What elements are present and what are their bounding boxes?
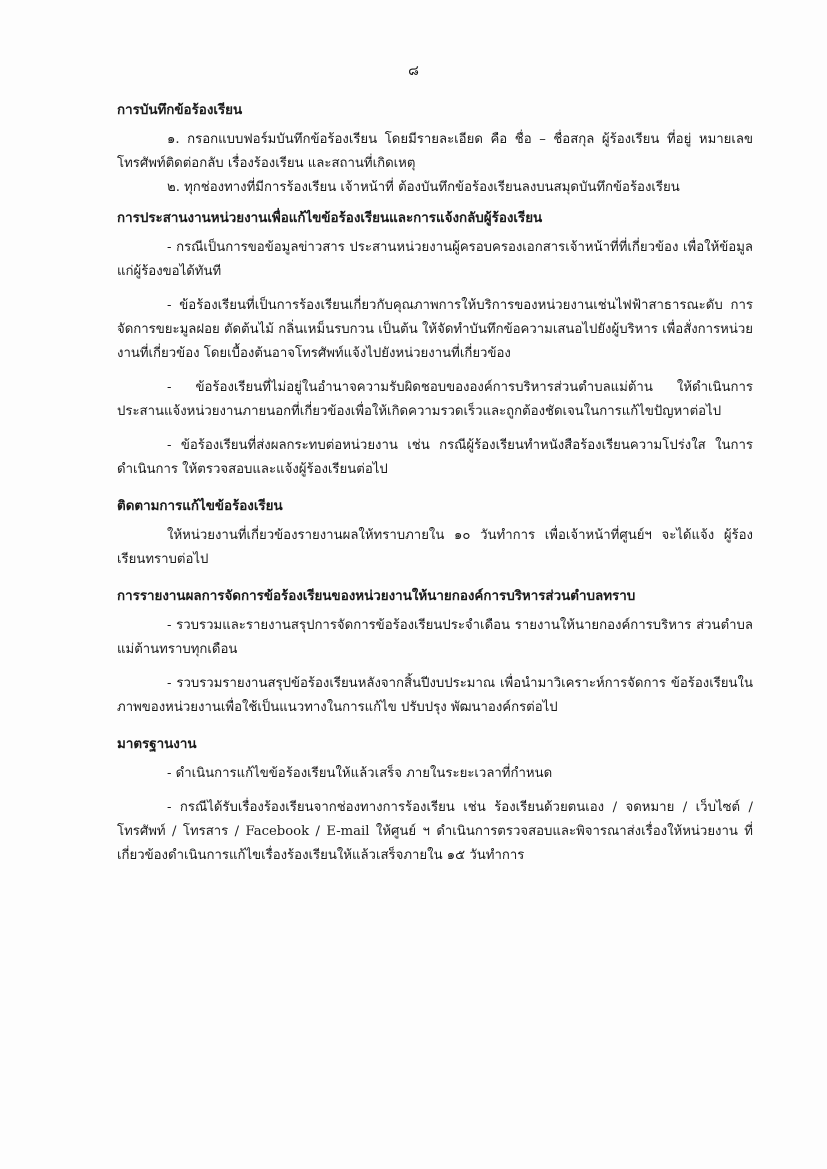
paragraph: - ข้อร้องเรียนที่เป็นการร้องเรียนเกี่ยวกับคุณภาพการให้บริการของหน่วยงานเช่นไฟฟ้าสาธารณะดับ การจัดการขยะมูลฝอย ตัดต้นไม้ กลิ่นเหม็นรบกวน เป็นต้น ให้จัดทำบันทึกข้อความเสนอไปยังผู้บริหาร เพื่อสั่งการหน่วยงานที่เกี่ยวข้อง โดยเบื้องต้นอาจโทรศัพท์แจ้งไปยังหน่วยงานที่เกี่ยวข้อง — [117, 298, 753, 361]
paragraph: ๒. ทุกช่องทางที่มีการร้องเรียน เจ้าหน้าที่ ต้องบันทึกข้อร้องเรียนลงบนสมุดบันทึกข้อร้องเรียน — [167, 180, 680, 195]
paragraph: ๑. กรอกแบบฟอร์มบันทึกข้อร้องเรียน โดยมีรายละเอียด คือ ชื่อ – ชื่อสกุล ผู้ร้องเรียน ที่อยู่ หมายเลขโทรศัพท์ติดต่อกลับ เรื่องร้องเรียน และสถานที่เกิดเหตุ — [117, 132, 753, 171]
paragraph: - รวบรวมรายงานสรุปข้อร้องเรียนหลังจากสิ้นปีงบประมาณ เพื่อนำมาวิเคราะห์การจัดการ ข้อร้องเรียนในภาพของหน่วยงานเพื่อใช้เป็นแนวทางในการแก้ไข ปรับปรุง พัฒนาองค์กรต่อไป — [117, 676, 753, 715]
paragraph: - รวบรวมและรายงานสรุปการจัดการข้อร้องเรียนประจำเดือน รายงานให้นายกองค์การบริหาร ส่วนตำบลแม่ต้านทราบทุกเดือน — [117, 618, 753, 657]
section-heading-coordination: การประสานงานหน่วยงานเพื่อแก้ไขข้อร้องเรียนและการแจ้งกลับผู้ร้องเรียน — [117, 210, 543, 226]
page-number: ๘ — [408, 63, 419, 79]
section-heading-follow-up: ติดตามการแก้ไขข้อร้องเรียน — [117, 498, 283, 514]
paragraph: ให้หน่วยงานที่เกี่ยวข้องรายงานผลให้ทราบภายใน ๑๐ วันทำการ เพื่อเจ้าหน้าที่ศูนย์ฯ จะได้แจ้ง ผู้ร้องเรียนทราบต่อไป — [117, 528, 753, 567]
section-heading-work-standard: มาตรฐานงาน — [117, 736, 197, 752]
paragraph: - ข้อร้องเรียนที่ส่งผลกระทบต่อหน่วยงาน เช่น กรณีผู้ร้องเรียนทำหนังสือร้องเรียนความโปร่งใส ในการดำเนินการ ให้ตรวจสอบและแจ้งผู้ร้องเรียนต่อไป — [117, 438, 753, 477]
section-heading-reporting: การรายงานผลการจัดการข้อร้องเรียนของหน่วยงานให้นายกองค์การบริหารส่วนตำบลทราบ — [117, 588, 636, 604]
paragraph: - ข้อร้องเรียนที่ไม่อยู่ในอำนาจความรับผิดชอบขององค์การบริหารส่วนตำบลแม่ต้าน ให้ดำเนินการ ประสานแจ้งหน่วยงานภายนอกที่เกี่ยวข้องเพื่อให้เกิดความรวดเร็วและถูกต้องชัดเจนในการแก้ไขปัญหาต่อไป — [117, 380, 753, 419]
paragraph: - กรณีได้รับเรื่องร้องเรียนจากช่องทางการร้องเรียน เช่น ร้องเรียนด้วยตนเอง / จดหมาย / เว็บไซต์ / โทรศัพท์ / โทรสาร / Facebook / E-mail ให้ศูนย์ ฯ ดำเนินการตรวจสอบและพิจารณาส่งเรื่องให้หน่วยงาน ที่เกี่ยวข้องดำเนินการแก้ไขเรื่องร้องเรียนให้แล้วเสร็จภายใน ๑๕ วันทำการ — [117, 800, 753, 863]
document-body — [117, 96, 753, 868]
paragraph: - ดำเนินการแก้ไขข้อร้องเรียนให้แล้วเสร็จ ภายในระยะเวลาที่กำหนด — [167, 766, 553, 781]
paragraph: - กรณีเป็นการขอข้อมูลข่าวสาร ประสานหน่วยงานผู้ครอบครองเอกสารเจ้าหน้าที่ที่เกี่ยวข้อง เพื่อให้ข้อมูลแก่ผู้ร้องขอได้ทันที — [117, 240, 753, 279]
section-heading-complaint-recording: การบันทึกข้อร้องเรียน — [117, 102, 243, 118]
